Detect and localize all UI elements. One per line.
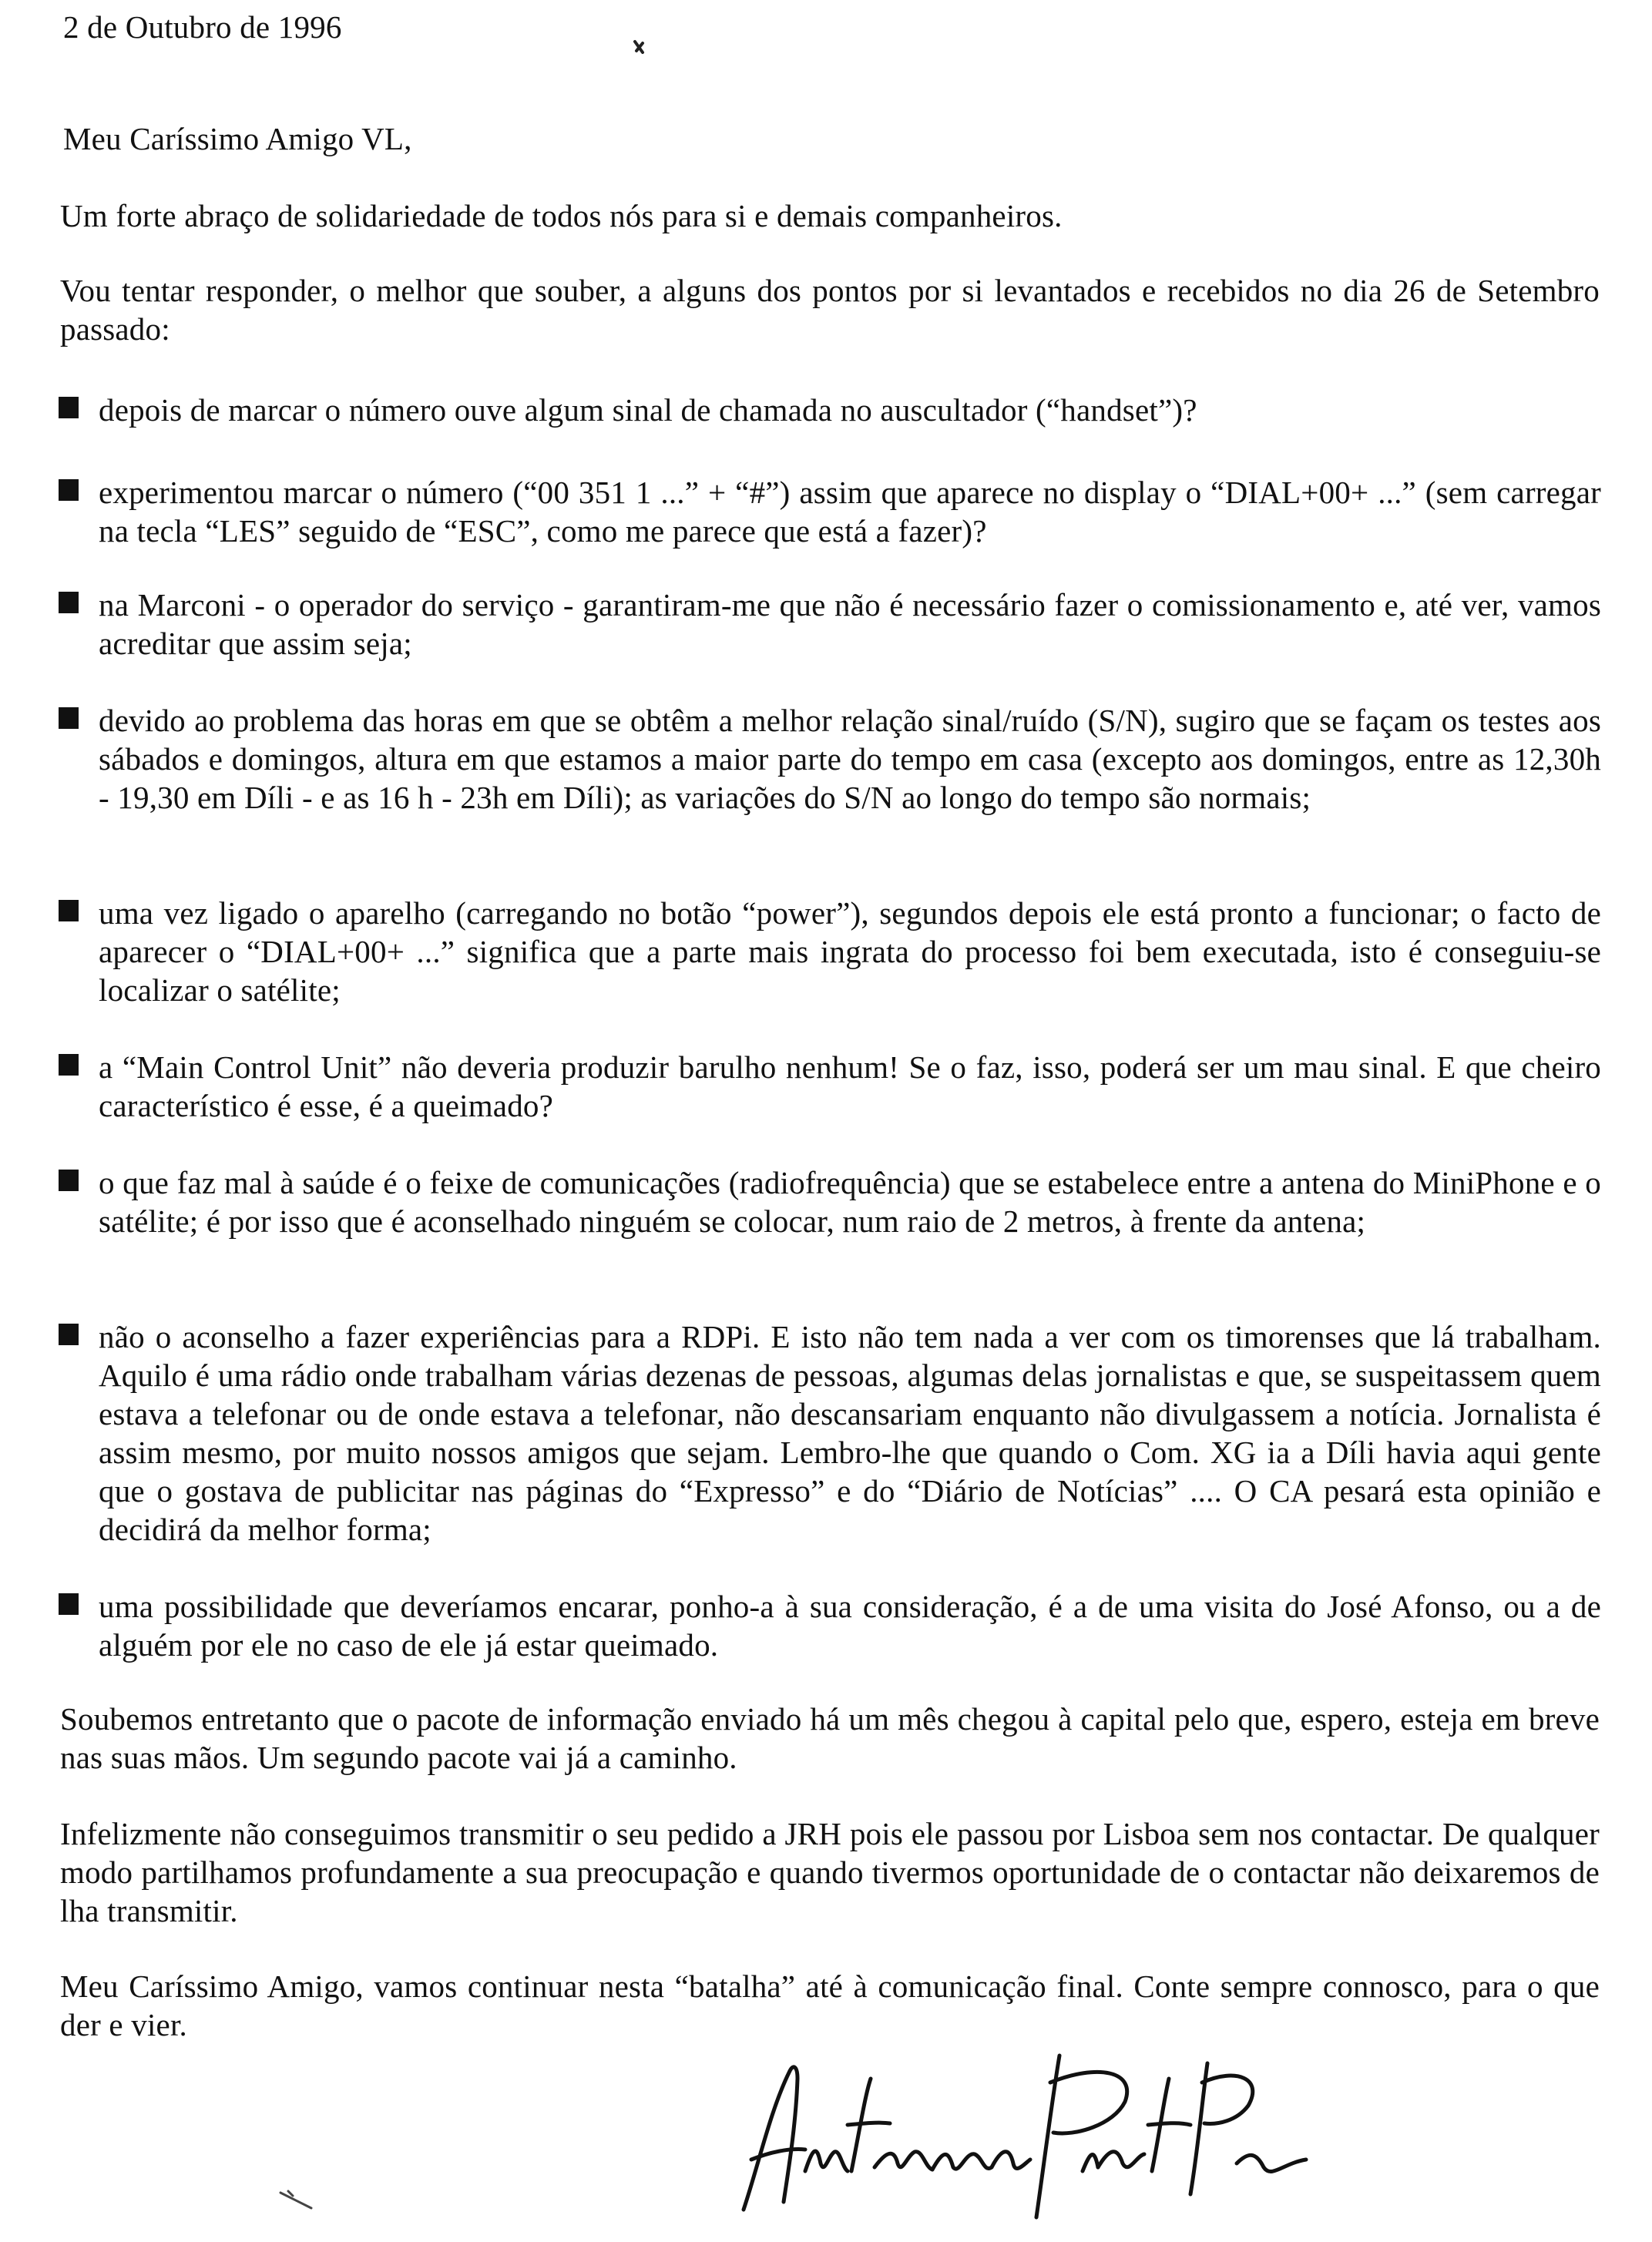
scan-speck [632, 39, 647, 55]
list-item-text: uma vez ligado o aparelho (carregando no botão “power”), segundos depois ele está pronto a funcionar; o facto de aparecer o “DIAL+00+ ...” significa que a parte mais ingrata do processo foi bem executada, isto é conseguiu-se localizar o satélite; [99, 895, 1601, 1008]
letter-date: 2 de Outubro de 1996 [63, 9, 342, 45]
closing-paragraph: Meu Caríssimo Amigo, vamos continuar nesta “batalha” até à comunicação final. Conte sempre connosco, para o que der e vier. [60, 1968, 1600, 2042]
salutation: Meu Caríssimo Amigo VL, [63, 121, 412, 156]
square-bullet-icon [59, 1170, 79, 1191]
square-bullet-icon [59, 707, 79, 729]
scan-speck [277, 2188, 316, 2211]
list-item-text: não o aconselho a fazer experiências para a RDPi. E isto não tem nada a ver com os timorenses que lá trabalham. Aquilo é uma rádio onde trabalham várias dezenas de pessoas, algumas delas jornalistas e que, se suspeitassem quem estava a telefonar ou de onde estava a telefonar, não descansariam enquanto não divulgassem a notícia. Jornalista é assim mesmo, por muito nossos amigos que sejam. Lembro-lhe que quando o Com. XG ia a Díli havia aqui gente que o gostava de publicitar nas páginas do “Expresso” e do “Diário de Notícias” .... O CA pesará esta opinião e decidirá da melhor forma; [99, 1319, 1601, 1547]
closing-paragraph: Infelizmente não conseguimos transmitir o seu pedido a JRH pois ele passou por Lisboa sem nos contactar. De qualquer modo partilhamos profundamente a sua preocupação e quando tivermos oportunidade de o contactar não deixaremos de lha transmitir. [60, 1816, 1600, 1928]
list-item-text: na Marconi - o operador do serviço - garantiram-me que não é necessário fazer o comissionamento e, até ver, vamos acreditar que assim seja; [99, 587, 1601, 661]
list-item-text: experimentou marcar o número (“00 351 1 ...” + “#”) assim que aparece no display o “DIAL+00+ ...” (sem carregar na tecla “LES” seguido de “ESC”, como me parece que está a fazer)? [99, 475, 1601, 549]
square-bullet-icon [59, 479, 79, 501]
list-item-text: devido ao problema das horas em que se obtêm a melhor relação sinal/ruído (S/N), sugiro que se façam os testes aos sábados e domingos, altura em que estamos a maior parte do tempo em casa (excepto aos domingos, entre as 12,30h - 19,30 em Díli - e as 16 h - 23h em Díli); as variações do S/N ao longo do tempo são normais; [99, 703, 1601, 815]
square-bullet-icon [59, 592, 79, 613]
square-bullet-icon [59, 1054, 79, 1076]
handwritten-signature [697, 2009, 1314, 2233]
lead-paragraph: Vou tentar responder, o melhor que souber, a alguns dos pontos por si levantados e recebidos no dia 26 de Setembro passado: [60, 273, 1600, 347]
list-item-text: a “Main Control Unit” não deveria produzir barulho nenhum! Se o faz, isso, poderá ser um mau sinal. E que cheiro característico é esse, é a queimado? [99, 1049, 1601, 1123]
square-bullet-icon [59, 1593, 79, 1615]
list-item-text: o que faz mal à saúde é o feixe de comunicações (radiofrequência) que se estabelece entre a antena do MiniPhone e o satélite; é por isso que é aconselhado ninguém se colocar, num raio de 2 metros, à frente da antena; [99, 1165, 1601, 1239]
closing-paragraph: Soubemos entretanto que o pacote de informação enviado há um mês chegou à capital pelo que, espero, esteja em breve nas suas mãos. Um segundo pacote vai já a caminho. [60, 1701, 1600, 1775]
intro-paragraph: Um forte abraço de solidariedade de todos nós para si e demais companheiros. [60, 198, 1063, 233]
list-item-text: depois de marcar o número ouve algum sinal de chamada no auscultador (“handset”)? [99, 392, 1197, 428]
square-bullet-icon [59, 397, 79, 418]
square-bullet-icon [59, 1324, 79, 1345]
list-item-text: uma possibilidade que deveríamos encarar, ponho-a à sua consideração, é a de uma visita do José Afonso, ou a de alguém por ele no caso de ele já estar queimado. [99, 1589, 1601, 1663]
square-bullet-icon [59, 900, 79, 921]
